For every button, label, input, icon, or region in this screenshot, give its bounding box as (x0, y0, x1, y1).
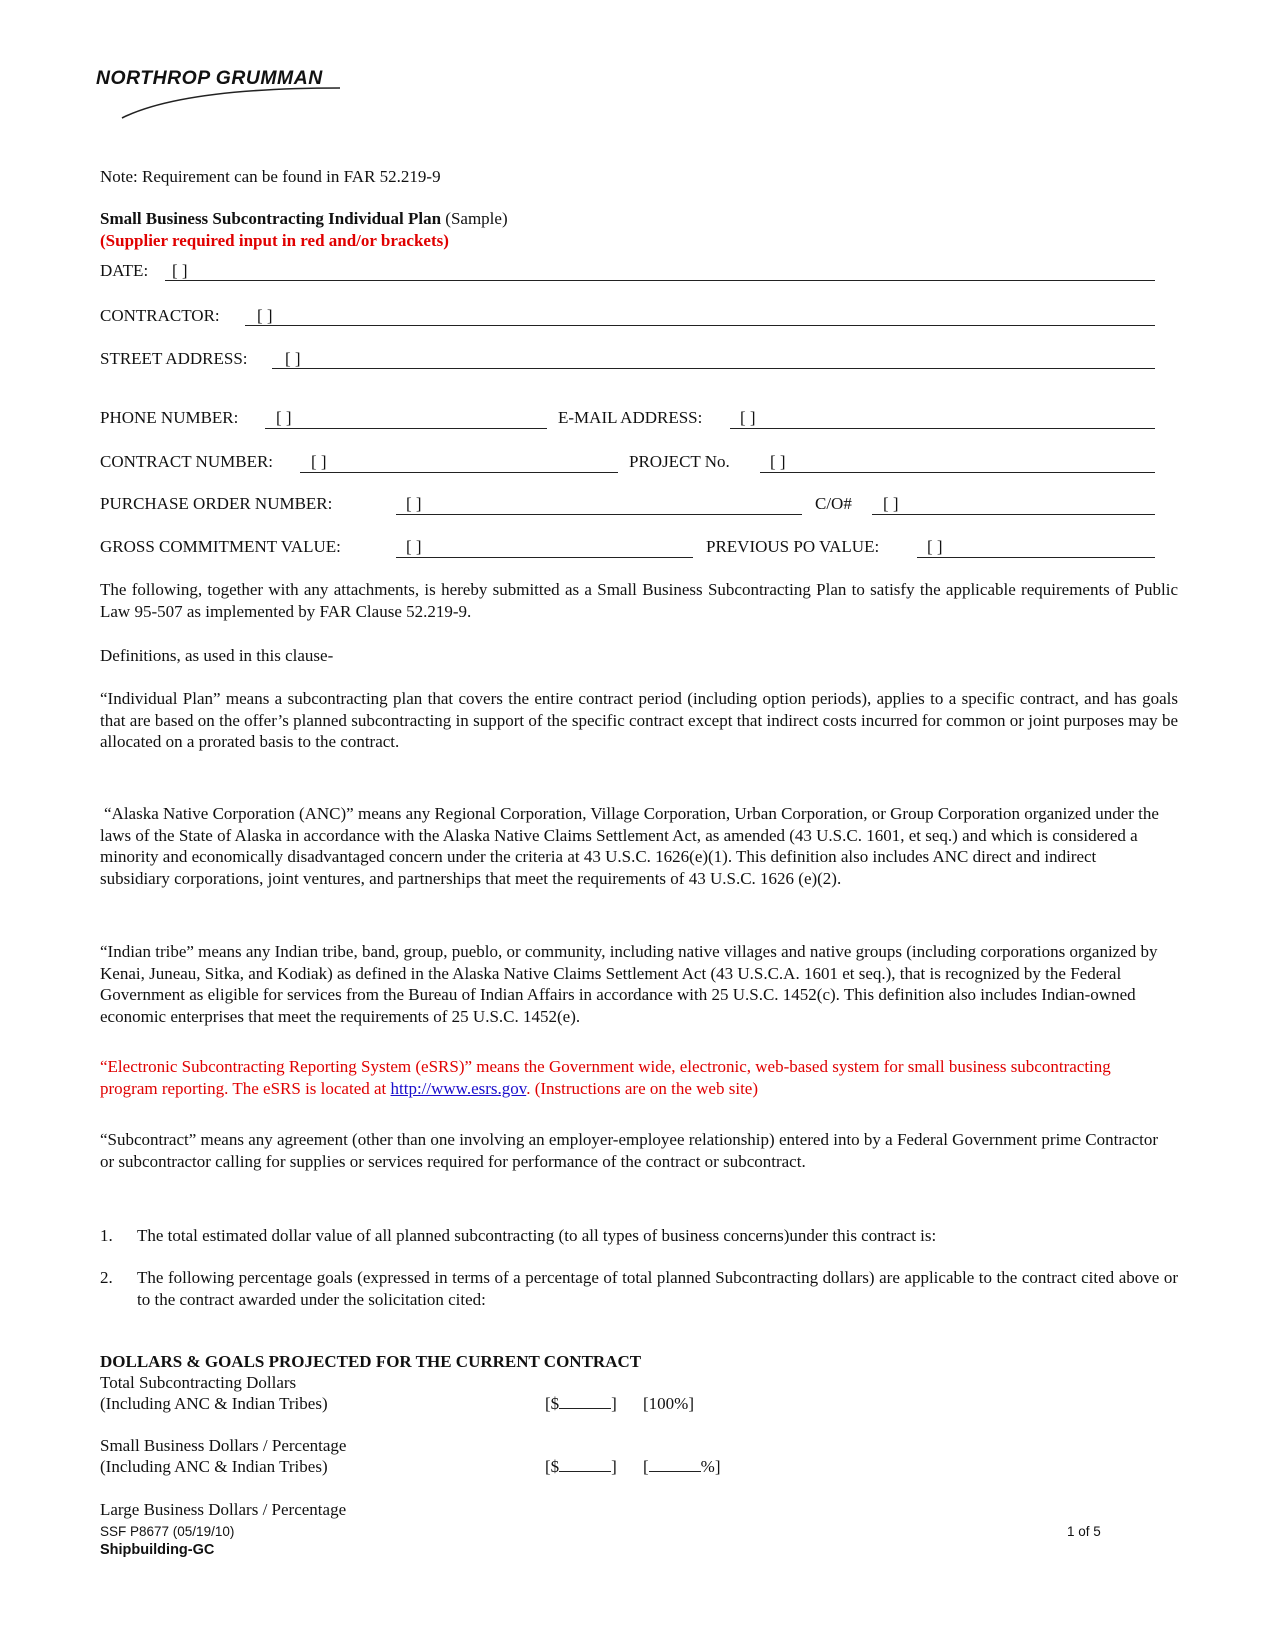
document-title (100, 208, 508, 229)
co-number-label: C/O# (815, 494, 852, 513)
date-label: DATE: (100, 261, 149, 280)
project-no-label: PROJECT No. (629, 452, 730, 471)
page-number: 1 of 5 (1067, 1524, 1101, 1539)
item-1-text: The total estimated dollar value of all planned subcontracting (to all types of business concerns)under this contract is: (137, 1226, 937, 1245)
item-2-text: The following percentage goals (expressed in terms of a percentage of total planned Subcontracting dollars) are applicable to the contract cited above or to the contract awarded under the solicitation cited: (137, 1268, 1178, 1309)
po-number-input[interactable]: [ ] (406, 494, 422, 513)
project-no-underline (760, 472, 1155, 473)
phone-input[interactable]: [ ] (276, 408, 292, 427)
small-business-sublabel: (Including ANC & Indian Tribes) (100, 1457, 328, 1476)
project-no-input[interactable]: [ ] (770, 452, 786, 471)
large-business-label: Large Business Dollars / Percentage (100, 1500, 347, 1519)
contractor-label: CONTRACTOR: (100, 306, 220, 325)
email-label: E-MAIL ADDRESS: (558, 408, 703, 427)
form-number: SSF P8677 (05/19/10) (100, 1524, 235, 1539)
company-logo (96, 66, 346, 122)
definition-individual-plan: “Individual Plan” means a subcontracting plan that covers the entire contract period (including option periods), applies to a specific contract, and has goals that are based on the offer’s planned subcontracting in support of the specific contract except that indirect costs incurred for common or joint purposes may be allocated on a prorated basis to the contract. (100, 689, 1178, 751)
co-number-input[interactable]: [ ] (883, 494, 899, 513)
logo-swoosh (96, 66, 346, 122)
division-name: Shipbuilding-GC (100, 1542, 215, 1558)
small-business-dollars-input[interactable] (545, 1456, 617, 1477)
total-dollars-close: ] (611, 1394, 617, 1413)
small-dollars-blank (559, 1457, 611, 1472)
logo-wordmark: NORTHROP GRUMMAN (96, 68, 323, 89)
previous-po-label: PREVIOUS PO VALUE: (706, 537, 880, 556)
item-2-number: 2. (100, 1268, 113, 1287)
title-sample: (Sample) (441, 209, 508, 228)
small-percent-close: %] (700, 1457, 721, 1476)
previous-po-underline (917, 557, 1155, 558)
definitions-heading: Definitions, as used in this clause- (100, 646, 334, 665)
definition-esrs (100, 1056, 1170, 1099)
date-input[interactable]: [ ] (172, 261, 188, 280)
total-dollars-open: [$ (545, 1394, 560, 1413)
phone-underline (265, 428, 547, 429)
total-percentage: [100%] (643, 1394, 694, 1413)
contract-number-underline (300, 472, 618, 473)
street-address-label: STREET ADDRESS: (100, 349, 248, 368)
previous-po-input[interactable]: [ ] (927, 537, 943, 556)
date-underline (165, 280, 1155, 281)
intro-paragraph: The following, together with any attachments, is hereby submitted as a Small Business Subcontracting Plan to satisfy the applicable requirements of Public Law 95-507 as implemented by FAR Clause 52.219-9. (100, 580, 1178, 621)
contract-number-input[interactable]: [ ] (311, 452, 327, 471)
title-main: Small Business Subcontracting Individual Plan (100, 209, 442, 228)
document-subtitle: (Supplier required input in red and/or brackets) (100, 231, 449, 250)
definition-indian-tribe: “Indian tribe” means any Indian tribe, band, group, pueblo, or community, including native villages and native groups (including corporations organized by Kenai, Juneau, Sitka, and Kodiak) as defined in the Alaska Native Claims Settlement Act (43 U.S.C.A. 1601 et seq.), that is recognized by the Federal Government as eligible for services from the Bureau of Indian Affairs in accordance with 25 U.S.C. 1452(c). This definition also includes Indian-owned economic enterprises that meet the requirements of 25 U.S.C. 1452(e). (100, 942, 1158, 1026)
small-business-label: Small Business Dollars / Percentage (100, 1436, 347, 1455)
definition-anc: “Alaska Native Corporation (ANC)” means any Regional Corporation, Village Corporation, Urban Corporation, or Group Corporation organized under the laws of the State of Alaska in accordance with the Alaska Native Claims Settlement Act, as amended (43 U.S.C. 1601, et seq.) and which is considered a minority and economically disadvantaged concern under the criteria at 43 U.S.C. 1626(e)(1). This definition also includes ANC direct and indirect subsidiary corporations, joint ventures, and partnerships that meet the requirements of 43 U.S.C. 1626 (e)(2). (100, 804, 1159, 888)
gross-commitment-label: GROSS COMMITMENT VALUE: (100, 537, 341, 556)
esrs-link[interactable]: http://www.esrs.gov (390, 1078, 527, 1098)
email-input[interactable]: [ ] (740, 408, 756, 427)
phone-label: PHONE NUMBER: (100, 408, 239, 427)
total-subcontracting-label: Total Subcontracting Dollars (100, 1373, 297, 1392)
contractor-underline (245, 325, 1155, 326)
contractor-input[interactable]: [ ] (257, 306, 273, 325)
po-number-label: PURCHASE ORDER NUMBER: (100, 494, 333, 513)
co-number-underline (872, 514, 1155, 515)
gross-commitment-input[interactable]: [ ] (406, 537, 422, 556)
esrs-text: “Electronic Subcontracting Reporting System (eSRS)” means the Government wide, electronic, web-based system for small business subcontracting program reporting. The eSRS is located at (100, 1057, 1111, 1098)
street-address-underline (272, 368, 1155, 369)
small-dollars-close: ] (611, 1457, 617, 1476)
contract-number-label: CONTRACT NUMBER: (100, 452, 274, 471)
total-subcontracting-sublabel: (Including ANC & Indian Tribes) (100, 1394, 328, 1413)
goals-heading: DOLLARS & GOALS PROJECTED FOR THE CURRENT CONTRACT (100, 1352, 642, 1371)
street-address-input[interactable]: [ ] (285, 349, 301, 368)
small-dollars-open: [$ (545, 1457, 560, 1476)
requirement-note: Note: Requirement can be found in FAR 52.219-9 (100, 167, 441, 186)
po-number-underline (396, 514, 802, 515)
small-percent-blank (649, 1457, 701, 1472)
item-1-number: 1. (100, 1226, 113, 1245)
gross-commitment-underline (396, 557, 693, 558)
email-underline (730, 428, 1155, 429)
small-business-percent-input[interactable] (643, 1456, 721, 1477)
definition-subcontract: “Subcontract” means any agreement (other than one involving an employer-employee relationship) entered into by a Federal Government prime Contractor or subcontractor calling for supplies or services required for performance of the contract or subcontract. (100, 1130, 1159, 1171)
total-dollars-input[interactable] (545, 1393, 617, 1414)
small-percent-open: [ (643, 1457, 649, 1476)
total-dollars-blank (559, 1394, 611, 1409)
esrs-text-after: . (Instructions are on the web site) (526, 1078, 758, 1098)
